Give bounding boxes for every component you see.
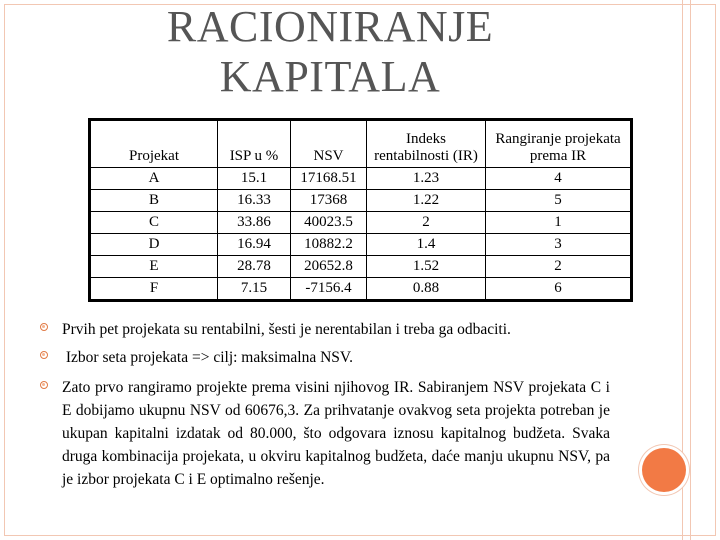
table-cell: A (91, 168, 218, 190)
table-cell: -7156.4 (291, 278, 367, 300)
table-row (91, 190, 631, 212)
table-header-row (91, 121, 631, 168)
slide-title-line-2: KAPITALA (219, 52, 441, 101)
table-cell: 3 (486, 234, 631, 256)
bullet-item (40, 376, 610, 491)
table-row (91, 278, 631, 300)
slide-title (110, 2, 550, 102)
bullet-text: Izbor seta projekata => cilj: maksimalna NSV. (62, 349, 353, 366)
table-cell: 16.94 (218, 234, 291, 256)
table-row (91, 234, 631, 256)
table-cell: 6 (486, 278, 631, 300)
table-cell: 1.52 (367, 256, 486, 278)
header-rank: Rangiranje projekata prema IR (486, 121, 631, 168)
table-cell: 0.88 (367, 278, 486, 300)
header-isp: ISP u % (218, 121, 291, 168)
table-cell: 1.22 (367, 190, 486, 212)
table-cell: 4 (486, 168, 631, 190)
table-row (91, 168, 631, 190)
header-projekat: Projekat (91, 121, 218, 168)
table-cell: 7.15 (218, 278, 291, 300)
table-cell: 17368 (291, 190, 367, 212)
table-cell: 1.23 (367, 168, 486, 190)
table-cell: 1 (486, 212, 631, 234)
bullet-text: Zato prvo rangiramo projekte prema visini njihovog IR. Sabiranjem NSV projekata C i E dobijamo ukupnu NSV od 60676,3. Za prihvatanje ovakvog seta projekta potreban je ukupan kapitalni izdatak od 80.000, što odgovara iznosu kapitalnog budžeta. Svaka druga kombinacija projekata, u okviru kapitalnog budžeta, daće manju ukupnu NSV, pa je izbor projekata C i E optimalno rešenje. (62, 379, 610, 488)
bullet-item (40, 346, 610, 369)
table-cell: 28.78 (218, 256, 291, 278)
slide-title-line-1: RACIONIRANJE (166, 2, 494, 51)
table-cell: 33.86 (218, 212, 291, 234)
table-cell: 20652.8 (291, 256, 367, 278)
table-cell: 5 (486, 190, 631, 212)
table-cell: F (91, 278, 218, 300)
table-cell: 1.4 (367, 234, 486, 256)
bullet-item (40, 318, 610, 341)
bullet-icon (40, 351, 48, 359)
table-cell: E (91, 256, 218, 278)
table-row (91, 212, 631, 234)
table-row (91, 256, 631, 278)
decorative-circle (642, 448, 686, 492)
header-ir: Indeks rentabilnosti (IR) (367, 121, 486, 168)
header-nsv: NSV (291, 121, 367, 168)
table-cell: 10882.2 (291, 234, 367, 256)
ranking-table (88, 118, 633, 302)
table-cell: 2 (367, 212, 486, 234)
bullet-icon (40, 381, 48, 389)
table-cell: 2 (486, 256, 631, 278)
table-cell: 40023.5 (291, 212, 367, 234)
table-cell: 15.1 (218, 168, 291, 190)
bullet-icon (40, 323, 48, 331)
table-cell: 16.33 (218, 190, 291, 212)
table-cell: C (91, 212, 218, 234)
bullet-text: Prvih pet projekata su rentabilni, šesti je nerentabilan i treba ga odbaciti. (62, 321, 511, 338)
table-cell: B (91, 190, 218, 212)
frame-line (690, 0, 691, 540)
table-cell: 17168.51 (291, 168, 367, 190)
table-cell: D (91, 234, 218, 256)
